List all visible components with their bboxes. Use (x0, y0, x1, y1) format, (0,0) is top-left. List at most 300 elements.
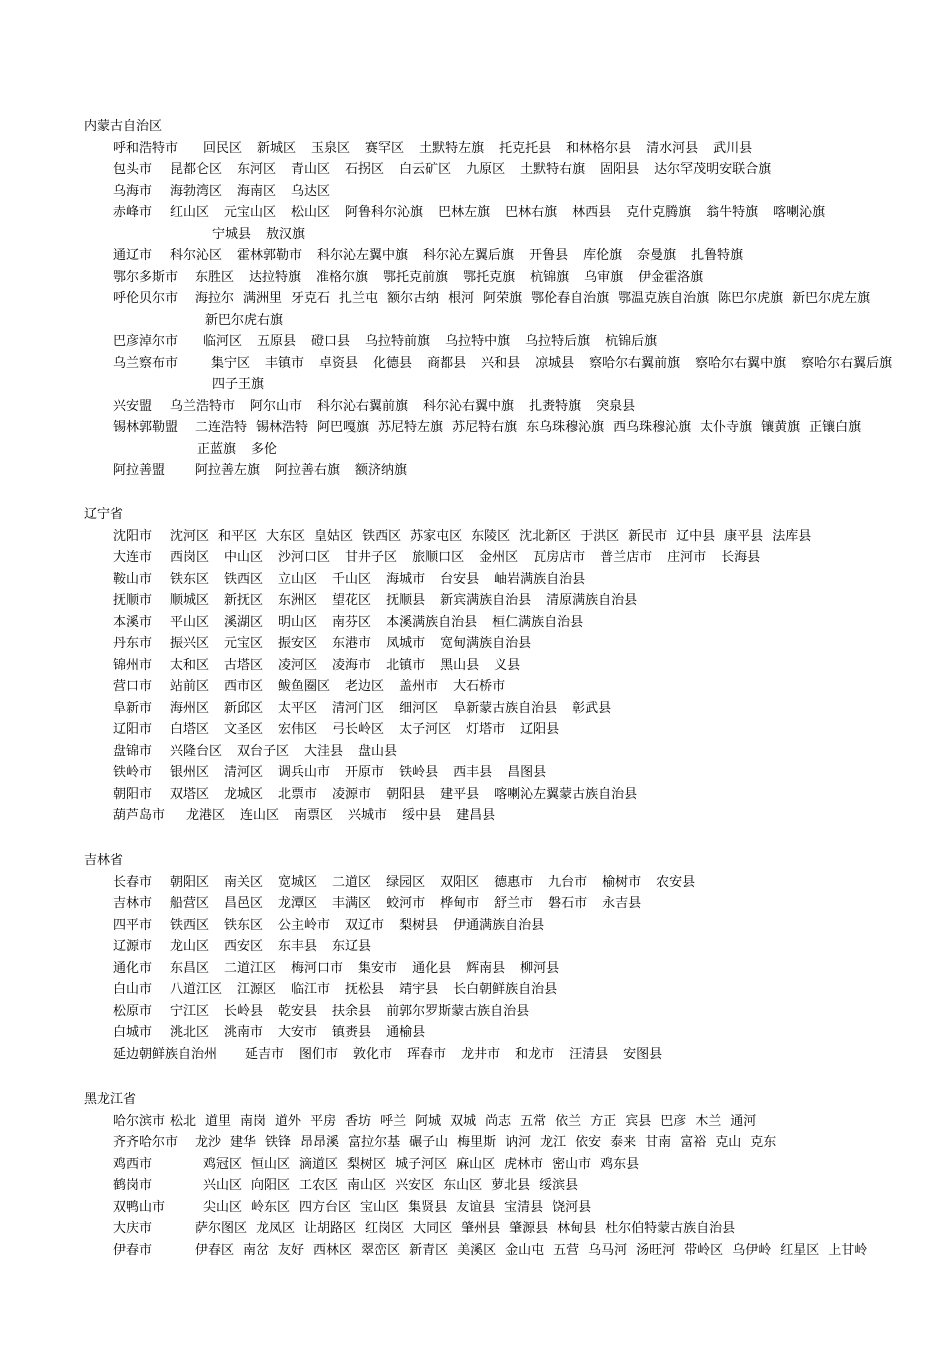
district-name: 鄂伦春自治旗 (531, 291, 610, 306)
province-heading: 吉林省 (84, 853, 124, 868)
district-name: 西岗区 (170, 550, 210, 565)
district-name: 农安县 (656, 874, 696, 890)
district-name: 和龙市 (515, 1046, 555, 1062)
district-name: 德惠市 (494, 874, 534, 890)
district-name: 元宝山区 (224, 205, 277, 220)
district-name: 灯塔市 (466, 722, 506, 737)
city-name: 营口市 (113, 679, 153, 694)
district-name: 太和区 (170, 657, 210, 673)
district-name: 乌达区 (291, 183, 331, 199)
district-name: 陈巴尔虎旗 (718, 291, 784, 306)
district-name: 敦化市 (353, 1046, 393, 1062)
city-name: 阜新市 (113, 700, 153, 716)
district-name: 阜新蒙古族自治县 (453, 700, 558, 716)
district-name: 苏尼特左旗 (378, 420, 444, 435)
district-name: 镇赉县 (332, 1025, 372, 1040)
district-name: 岫岩满族自治县 (494, 571, 586, 587)
district-name: 扎赉特旗 (529, 398, 582, 414)
city-row-continuation (197, 438, 277, 457)
city-row (113, 892, 641, 911)
district-name: 五营 (553, 1242, 580, 1258)
city-name: 通化市 (113, 960, 153, 976)
district-name: 平山区 (170, 614, 210, 630)
district-name: 站前区 (170, 679, 210, 694)
district-name: 凌河区 (278, 657, 318, 673)
district-name: 库伦旗 (583, 248, 623, 263)
city-name: 抚顺市 (113, 593, 153, 608)
district-name: 商都县 (427, 355, 467, 371)
district-name: 富拉尔基 (348, 1135, 401, 1150)
province-heading: 内蒙古自治区 (84, 119, 163, 134)
city-name: 葫芦岛市 (113, 808, 166, 823)
district-name: 白云矿区 (399, 162, 452, 177)
district-name: 额济纳旗 (355, 463, 408, 478)
district-name: 兴和县 (481, 355, 521, 371)
district-name: 丰满区 (332, 896, 372, 911)
district-name: 达拉特旗 (249, 269, 302, 285)
city-name: 兴安盟 (113, 398, 153, 414)
district-name: 友谊县 (456, 1199, 496, 1215)
district-name: 集安市 (358, 960, 398, 976)
district-name: 昂昂溪 (300, 1135, 340, 1150)
district-name: 海南区 (237, 183, 277, 199)
district-name: 朝阳县 (386, 786, 426, 802)
city-name: 辽源市 (113, 939, 153, 954)
city-row (113, 611, 583, 630)
district-name: 铁锋 (265, 1135, 292, 1150)
district-name: 额尔古纳 (387, 291, 440, 306)
district-name: 桦甸市 (440, 896, 480, 911)
city-name: 赤峰市 (113, 205, 153, 220)
district-name: 向阳区 (251, 1178, 291, 1193)
district-name: 四方台区 (299, 1199, 352, 1215)
district-name: 台安县 (440, 571, 480, 587)
district-name: 赛罕区 (365, 140, 405, 156)
district-name: 沈北新区 (519, 528, 572, 544)
district-name: 东山区 (443, 1178, 483, 1193)
city-row (113, 525, 811, 544)
city-row (113, 330, 657, 349)
city-name: 大连市 (113, 550, 153, 565)
district-name: 绥滨县 (539, 1178, 579, 1193)
city-row (113, 546, 760, 565)
district-name: 武川县 (713, 140, 753, 156)
province-heading: 黑龙江省 (84, 1092, 137, 1107)
district-name: 新城区 (257, 140, 297, 156)
district-name: 龙江 (540, 1135, 567, 1150)
district-name: 文圣区 (224, 722, 264, 737)
city-name: 四平市 (113, 917, 153, 933)
city-row (113, 137, 752, 156)
district-name: 海勃湾区 (170, 183, 223, 199)
district-name: 根河 (448, 291, 475, 306)
district-name: 龙沙 (195, 1135, 222, 1150)
district-name: 西乌珠穆沁旗 (613, 420, 692, 435)
district-name: 本溪满族自治县 (386, 614, 478, 630)
district-name: 新抚区 (224, 593, 264, 608)
city-name: 辽阳市 (113, 722, 153, 737)
district-name: 建华 (230, 1135, 257, 1150)
district-name: 古塔区 (224, 657, 264, 673)
district-name: 喀喇沁旗 (773, 205, 826, 220)
district-name: 靖宇县 (399, 982, 439, 997)
district-name: 达尔罕茂明安联合旗 (654, 162, 772, 177)
district-name: 正蓝旗 (197, 441, 237, 457)
district-name: 二道江区 (224, 960, 277, 976)
district-name: 舒兰市 (494, 896, 534, 911)
district-name: 五原县 (257, 334, 297, 349)
district-name: 凤城市 (386, 636, 426, 651)
district-name: 磐石市 (548, 896, 588, 911)
city-row (113, 158, 771, 177)
district-name: 朝阳区 (170, 874, 210, 890)
district-name: 杜尔伯特蒙古族自治县 (605, 1221, 736, 1236)
district-name: 铁东区 (224, 917, 264, 933)
city-row (113, 1196, 591, 1215)
district-name: 绿园区 (386, 874, 426, 890)
city-name: 吉林市 (113, 896, 153, 911)
city-row (113, 352, 892, 371)
district-name: 南关区 (224, 874, 264, 890)
district-name: 东陵区 (471, 528, 511, 544)
district-name: 太子河区 (399, 722, 452, 737)
city-row (113, 1131, 776, 1150)
district-name: 乌马河 (588, 1242, 628, 1258)
city-name: 朝阳市 (113, 786, 153, 802)
district-name: 长岭县 (224, 1003, 264, 1019)
district-name: 奈曼旗 (637, 248, 677, 263)
district-name: 太平区 (278, 700, 318, 716)
city-name: 鸡西市 (113, 1156, 153, 1172)
district-name: 东乌珠穆沁旗 (526, 420, 605, 435)
district-name: 青山区 (291, 162, 331, 177)
district-name: 察哈尔右翼中旗 (695, 355, 787, 371)
city-row (113, 783, 637, 802)
district-name: 双阳区 (440, 874, 480, 890)
district-name: 清河门区 (332, 700, 385, 716)
city-name: 白城市 (113, 1025, 153, 1040)
district-name: 新巴尔虎右旗 (205, 312, 284, 328)
city-name: 鹤岗市 (113, 1178, 153, 1193)
city-name: 白山市 (113, 982, 153, 997)
district-name: 新巴尔虎左旗 (792, 291, 871, 306)
district-name: 龙山区 (170, 939, 210, 954)
city-row (113, 266, 703, 285)
district-name: 临江市 (291, 982, 331, 997)
city-name: 鞍山市 (113, 571, 153, 587)
district-name: 大东区 (266, 528, 306, 544)
city-row-continuation (205, 309, 283, 328)
city-row (113, 459, 407, 478)
city-name: 通辽市 (113, 248, 153, 263)
city-name: 鄂尔多斯市 (113, 269, 179, 285)
district-name: 公主岭市 (278, 917, 331, 933)
district-name: 泰来 (610, 1135, 637, 1150)
district-name: 南岗 (240, 1113, 267, 1129)
city-row-continuation (212, 373, 264, 392)
district-name: 八道江区 (170, 982, 223, 997)
city-row (113, 201, 825, 220)
district-name: 清水河县 (646, 140, 699, 156)
district-name: 昆都仑区 (170, 162, 223, 177)
city-name: 锡林郭勒盟 (113, 420, 179, 435)
district-name: 碾子山 (409, 1135, 449, 1150)
district-name: 江源区 (237, 982, 277, 997)
district-name: 铁西区 (170, 917, 210, 933)
city-row (113, 416, 861, 435)
district-name: 科尔沁左翼后旗 (423, 248, 515, 263)
district-name: 辽中县 (676, 528, 716, 544)
district-name: 鄂托克旗 (463, 269, 516, 285)
district-name: 阿拉善左旗 (195, 463, 261, 478)
city-row (113, 761, 546, 780)
district-name: 皇姑区 (314, 528, 354, 544)
district-name: 乌伊岭 (732, 1242, 772, 1258)
district-name: 尖山区 (203, 1199, 243, 1215)
district-name: 建昌县 (456, 808, 496, 823)
district-name: 前郭尔罗斯蒙古族自治县 (386, 1003, 530, 1019)
district-name: 磴口县 (311, 334, 351, 349)
district-name: 振安区 (278, 636, 318, 651)
district-name: 兴山区 (203, 1178, 243, 1193)
district-name: 依兰 (555, 1113, 582, 1129)
district-name: 鸡东县 (600, 1156, 640, 1172)
district-name: 瓦房店市 (533, 550, 586, 565)
district-name: 双城 (450, 1113, 477, 1129)
district-name: 木兰 (695, 1113, 722, 1129)
district-name: 西丰县 (453, 765, 493, 780)
district-name: 盖州市 (399, 679, 439, 694)
district-name: 固阳县 (600, 162, 640, 177)
district-name: 宽甸满族自治县 (440, 636, 532, 651)
district-name: 兴安区 (395, 1178, 435, 1193)
city-row (113, 935, 371, 954)
district-name: 龙凤区 (256, 1221, 296, 1236)
district-name: 开原市 (345, 765, 385, 780)
district-name: 甘井子区 (345, 550, 398, 565)
city-name: 本溪市 (113, 614, 153, 630)
district-name: 船营区 (170, 896, 210, 911)
district-name: 抚顺县 (386, 593, 426, 608)
district-name: 土默特右旗 (520, 162, 586, 177)
city-row (113, 1239, 867, 1258)
district-name: 苏家屯区 (410, 528, 463, 544)
district-name: 岭东区 (251, 1199, 291, 1215)
district-name: 化德县 (373, 355, 413, 371)
district-name: 白塔区 (170, 722, 210, 737)
city-row-continuation (212, 223, 305, 242)
district-name: 肇源县 (509, 1221, 549, 1236)
city-row (113, 1217, 735, 1236)
district-name: 延吉市 (245, 1046, 285, 1062)
district-name: 乾安县 (278, 1003, 318, 1019)
district-name: 九台市 (548, 874, 588, 890)
district-name: 通化县 (412, 960, 452, 976)
district-name: 西市区 (224, 679, 264, 694)
district-name: 双辽市 (345, 917, 385, 933)
city-row (113, 1153, 639, 1172)
district-name: 城子河区 (395, 1156, 448, 1172)
district-name: 图们市 (299, 1046, 339, 1062)
district-name: 和林格尔县 (566, 140, 632, 156)
district-name: 察哈尔右翼后旗 (801, 355, 893, 371)
district-name: 明山区 (278, 614, 318, 630)
city-row (113, 395, 635, 414)
city-row (113, 568, 585, 587)
district-name: 回民区 (203, 140, 243, 156)
city-name: 铁岭市 (113, 765, 153, 780)
district-name: 彰武县 (572, 700, 612, 716)
city-name: 乌海市 (113, 183, 153, 199)
district-name: 凌源市 (332, 786, 372, 802)
district-name: 望花区 (332, 593, 372, 608)
district-name: 集贤县 (408, 1199, 448, 1215)
district-name: 红山区 (170, 205, 210, 220)
district-name: 南岔 (243, 1242, 270, 1258)
district-name: 红星区 (780, 1242, 820, 1258)
district-name: 克什克腾旗 (626, 205, 692, 220)
district-name: 乌兰浩特市 (170, 398, 236, 414)
district-name: 弓长岭区 (332, 722, 385, 737)
district-name: 东港市 (332, 636, 372, 651)
district-name: 清原满族自治县 (546, 593, 638, 608)
district-name: 双台子区 (237, 743, 290, 759)
district-name: 梨树县 (399, 917, 439, 933)
city-name: 哈尔滨市 (113, 1113, 166, 1129)
district-name: 中山区 (224, 550, 264, 565)
city-row (113, 978, 557, 997)
district-name: 铁岭县 (399, 765, 439, 780)
city-row (113, 180, 330, 199)
district-name: 宝山区 (360, 1199, 400, 1215)
district-name: 立山区 (278, 571, 318, 587)
district-name: 牙克石 (291, 291, 331, 306)
district-name: 汤旺河 (636, 1242, 676, 1258)
district-name: 富裕 (680, 1135, 707, 1150)
district-name: 九原区 (466, 162, 506, 177)
district-name: 柳河县 (520, 960, 560, 976)
city-name: 长春市 (113, 874, 153, 890)
district-name: 满洲里 (243, 291, 283, 306)
district-name: 龙潭区 (278, 896, 318, 911)
district-name: 东丰县 (278, 939, 318, 954)
district-name: 兴隆台区 (170, 743, 223, 759)
district-name: 翠峦区 (361, 1242, 401, 1258)
district-name: 新宾满族自治县 (440, 593, 532, 608)
district-name: 红岗区 (365, 1221, 405, 1236)
district-name: 敖汉旗 (266, 226, 306, 242)
district-name: 永吉县 (602, 896, 642, 911)
district-name: 蛟河市 (386, 896, 426, 911)
district-name: 扎兰屯 (339, 291, 379, 306)
district-name: 海城市 (386, 571, 426, 587)
district-name: 集宁区 (211, 355, 251, 371)
district-name: 巴林右旗 (505, 205, 558, 220)
district-name: 玉泉区 (311, 140, 351, 156)
district-name: 带岭区 (684, 1242, 724, 1258)
district-name: 苏尼特右旗 (452, 420, 518, 435)
district-name: 南票区 (294, 808, 334, 823)
district-name: 黑山县 (440, 657, 480, 673)
district-name: 宏伟区 (278, 722, 318, 737)
city-row (113, 1174, 578, 1193)
city-row (113, 287, 870, 306)
district-name: 海拉尔 (195, 291, 235, 306)
district-name: 讷河 (505, 1135, 532, 1150)
district-name: 宁城县 (212, 226, 252, 242)
district-name: 萝北县 (491, 1178, 531, 1193)
district-name: 通河 (730, 1113, 757, 1129)
district-name: 大同区 (413, 1221, 453, 1236)
city-row (113, 1000, 529, 1019)
city-name: 包头市 (113, 162, 153, 177)
district-name: 方正 (590, 1113, 617, 1129)
district-name: 千山区 (332, 571, 372, 587)
district-name: 多伦 (251, 441, 278, 457)
district-name: 扎鲁特旗 (691, 248, 744, 263)
district-name: 梅里斯 (457, 1135, 497, 1150)
district-name: 密山市 (552, 1156, 592, 1172)
district-name: 洮北区 (170, 1025, 210, 1040)
district-name: 科尔沁右翼中旗 (423, 398, 515, 414)
district-name: 四子王旗 (212, 377, 265, 392)
district-name: 科尔沁左翼中旗 (317, 248, 409, 263)
city-name: 大庆市 (113, 1221, 153, 1236)
district-name: 乌拉特中旗 (445, 334, 511, 349)
district-name: 准格尔旗 (316, 269, 369, 285)
district-name: 土默特左旗 (419, 140, 485, 156)
district-name: 珲春市 (407, 1046, 447, 1062)
district-name: 海州区 (170, 700, 210, 716)
district-name: 于洪区 (580, 528, 620, 544)
district-name: 西林区 (313, 1242, 353, 1258)
district-name: 东河区 (237, 162, 277, 177)
district-name: 新青区 (409, 1242, 449, 1258)
district-name: 乌审旗 (584, 269, 624, 285)
district-name: 建平县 (440, 786, 480, 802)
district-name: 宁江区 (170, 1003, 210, 1019)
district-name: 喀喇沁左翼蒙古族自治县 (494, 786, 638, 802)
district-name: 察哈尔右翼前旗 (589, 355, 681, 371)
city-row (113, 718, 559, 737)
city-row (113, 957, 559, 976)
district-name: 凉城县 (535, 355, 575, 371)
city-name: 呼伦贝尔市 (113, 291, 179, 306)
district-name: 凌海市 (332, 657, 372, 673)
city-name: 齐齐哈尔市 (113, 1135, 179, 1150)
district-name: 鲅鱼圈区 (278, 679, 331, 694)
district-name: 龙井市 (461, 1046, 501, 1062)
province-heading: 辽宁省 (84, 507, 124, 522)
district-name: 伊春区 (195, 1242, 235, 1258)
district-name: 滴道区 (299, 1156, 339, 1172)
district-name: 旅顺口区 (412, 550, 465, 565)
district-name: 翁牛特旗 (706, 205, 759, 220)
city-name: 阿拉善盟 (113, 463, 166, 478)
district-name: 阿鲁科尔沁旗 (345, 205, 424, 220)
district-name: 南芬区 (332, 614, 372, 630)
district-name: 东辽县 (332, 939, 372, 954)
city-row (113, 740, 397, 759)
district-name: 镶黄旗 (761, 420, 801, 435)
district-name: 法库县 (772, 528, 812, 544)
district-name: 北票市 (278, 786, 318, 802)
district-name: 辽阳县 (520, 722, 560, 737)
district-name: 沙河口区 (278, 550, 331, 565)
district-name: 尚志 (485, 1113, 512, 1129)
district-name: 科尔沁右翼前旗 (317, 398, 409, 414)
city-name: 巴彦淖尔市 (113, 334, 179, 349)
